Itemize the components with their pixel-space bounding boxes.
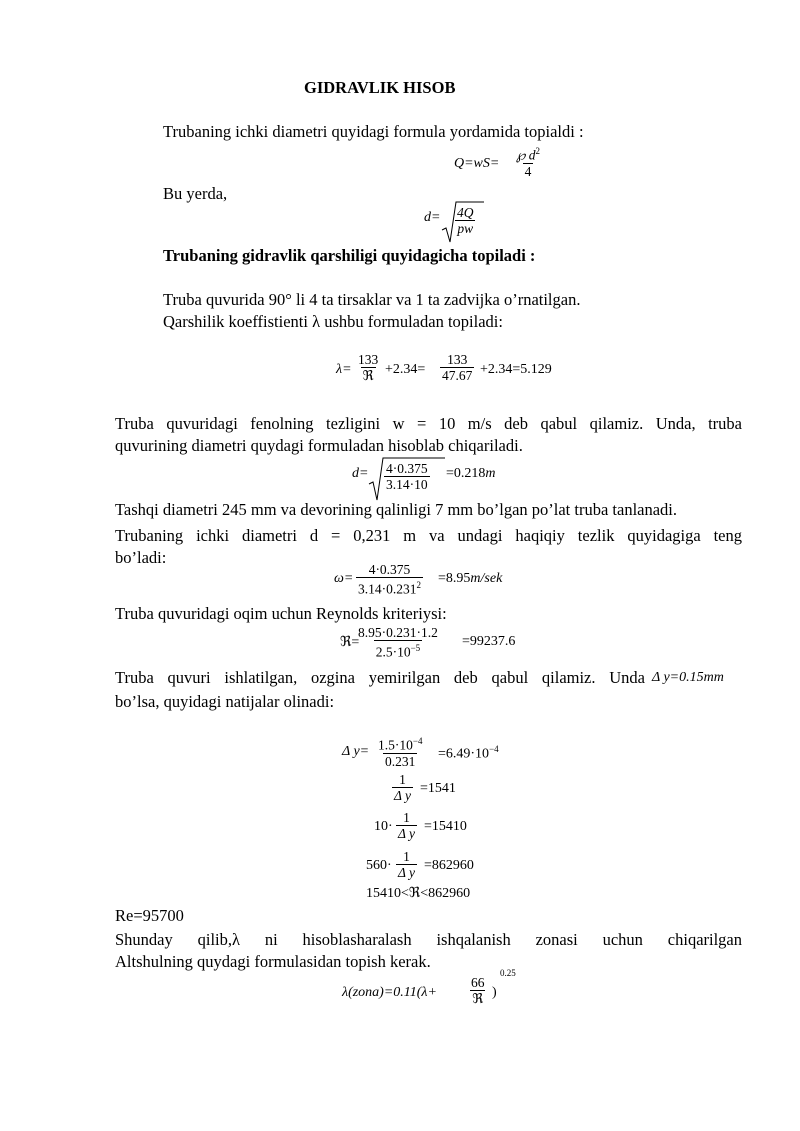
eq8-numerator: 1 xyxy=(399,772,406,787)
eq3-fraction1 xyxy=(356,352,380,383)
paragraph-roughness-cont: bo’lsa, quyidagi natijalar olinadi: xyxy=(115,692,335,711)
eq3-mid: +2.34= xyxy=(385,362,426,377)
eq2-denominator: pw xyxy=(457,221,474,236)
eq1-lhs: Q=wS= xyxy=(454,156,500,171)
paragraph-roughness: Truba quvuri ishlatilgan, ozgina yemirilgan deb qabul qilamiz. Unda xyxy=(115,668,645,687)
section-heading-resistance: Trubaning gidravlik qarshiligi quyidagicha topiladi : xyxy=(163,246,536,265)
eq3-fraction2 xyxy=(440,352,474,383)
eq12-numerator: 66 xyxy=(471,975,485,990)
eq1-fraction xyxy=(514,144,542,179)
eq2-numerator: 4Q xyxy=(457,205,474,220)
eq7-numerator-exp: −4 xyxy=(412,736,423,746)
paragraph-velocity-cont: quvurining diametri quydagi formuladan hisoblab chiqariladi. xyxy=(115,436,523,455)
eq4-denominator: 3.14·10 xyxy=(386,477,428,492)
eq3-den1: ℜ xyxy=(362,368,374,383)
eq4-lhs: d= xyxy=(352,466,369,481)
paragraph-velocity: Truba quvuridagi fenolning tezligini w = 10 m/s deb qabul qilamiz. Unda, truba xyxy=(115,414,742,433)
eq1-numerator-exp: 2 xyxy=(535,146,541,156)
eq9-numerator: 1 xyxy=(403,810,410,825)
eq10-denominator: Δ y xyxy=(398,865,416,880)
equation-range: 15410<ℜ<862960 xyxy=(366,886,471,901)
eq3-lhs: λ= xyxy=(336,362,352,377)
paragraph-altshul: Shunday qilib,λ ni hisoblasharalash ishqalanish zonasi uchun chiqarilgan xyxy=(115,930,742,949)
eq10-fraction xyxy=(396,849,417,880)
eq6-lhs: ℜ= xyxy=(340,635,360,650)
paragraph-pipe-choice: Tashqi diametri 245 mm va devorining qalinligi 7 mm bo’lgan po’lat truba tanlanadi. xyxy=(115,500,678,519)
eq8-rhs: =1541 xyxy=(420,781,456,796)
eq9-denominator: Δ y xyxy=(398,826,416,841)
eq5-fraction xyxy=(356,562,423,597)
eq5-denominator: 3.14·0.231 xyxy=(358,581,417,597)
eq5-denominator-exp: 2 xyxy=(416,580,421,590)
page-title: GIDRAVLIK HISOB xyxy=(304,78,456,97)
eq7-fraction xyxy=(376,734,424,769)
eq6-fraction xyxy=(356,625,440,660)
paragraph-elbows: Truba quvurida 90° li 4 ta tirsaklar va 1 ta zadvijka o’rnatilgan. xyxy=(163,290,581,309)
paragraph-actual-velocity-cont: bo’ladi: xyxy=(115,548,167,567)
inline-roughness-unit: mm xyxy=(703,670,724,685)
eq8-denominator: Δ y xyxy=(394,788,412,803)
eq8-fraction xyxy=(392,772,413,803)
eq6-denominator-exp: −5 xyxy=(410,643,421,653)
eq12-lhs: λ(zona)=0.11(λ+ xyxy=(342,985,437,1000)
eq6-denominator: 2.5·10 xyxy=(375,644,411,660)
eq10-lhs: 560· xyxy=(366,858,392,873)
paragraph-altshul-cont: Altshulning quydagi formulasidan topish kerak. xyxy=(115,952,431,971)
eq4-numerator: 4·0.375 xyxy=(386,461,428,476)
eq7-denominator: 0.231 xyxy=(385,753,416,769)
eq6-rhs: =99237.6 xyxy=(462,634,516,649)
eq4-fraction xyxy=(384,461,430,492)
eq1-denominator: 4 xyxy=(524,163,532,179)
eq2-fraction xyxy=(455,205,476,236)
eq4-unit: m xyxy=(485,466,496,481)
eq3-rhs: +2.34=5.129 xyxy=(480,362,552,377)
eq3-num2: 133 xyxy=(447,352,468,367)
paragraph-actual-velocity: Trubaning ichki diametri d = 0,231 m va undagi haqiqiy tezlik quyidagiga teng xyxy=(115,526,742,545)
eq2-lhs: d= xyxy=(424,210,441,225)
paragraph-bu-yerda: Bu yerda, xyxy=(163,184,228,203)
eq9-lhs: 10· xyxy=(374,819,393,834)
eq9-fraction xyxy=(396,810,417,841)
paragraph-coefficient: Qarshilik koeffistienti λ ushbu formuladan topiladi: xyxy=(163,312,503,331)
eq3-num1: 133 xyxy=(358,352,379,367)
paragraph-re-value: Re=95700 xyxy=(115,906,184,925)
eq5-lhs: ω= xyxy=(334,571,354,586)
eq1-numerator: ℘ d xyxy=(516,147,536,163)
paragraph-diameter-intro: Trubaning ichki diametri quyidagi formula yordamida topialdi : xyxy=(163,122,584,141)
eq6-numerator: 8.95·0.231·1.2 xyxy=(358,625,438,640)
eq5-rhs: =8.95 xyxy=(438,571,471,586)
eq4-rhs: =0.218 xyxy=(446,466,486,481)
eq5-unit: m/sek xyxy=(470,571,503,586)
eq9-rhs: =15410 xyxy=(424,819,467,834)
eq7-numerator: 1.5·10 xyxy=(378,737,413,753)
eq7-lhs: Δ y= xyxy=(342,744,370,759)
eq7-rhs-exp: −4 xyxy=(489,744,499,754)
eq10-rhs: =862960 xyxy=(424,858,474,873)
eq3-den2: 47.67 xyxy=(442,368,473,383)
eq12-rhs: ) xyxy=(492,985,497,1000)
eq12-denominator: ℜ xyxy=(472,991,484,1006)
paragraph-reynolds: Truba quvuridagi oqim uchun Reynolds kriteriysi: xyxy=(115,604,447,623)
inline-roughness-eq xyxy=(652,670,724,686)
eq12-fraction xyxy=(469,975,487,1006)
inline-roughness-value: Δ y=0.15 xyxy=(652,670,704,685)
eq12-exponent: 0.25 xyxy=(500,968,516,978)
eq10-numerator: 1 xyxy=(403,849,410,864)
eq7-rhs: =6.49·10 xyxy=(438,746,490,762)
eq5-numerator: 4·0.375 xyxy=(368,562,411,577)
